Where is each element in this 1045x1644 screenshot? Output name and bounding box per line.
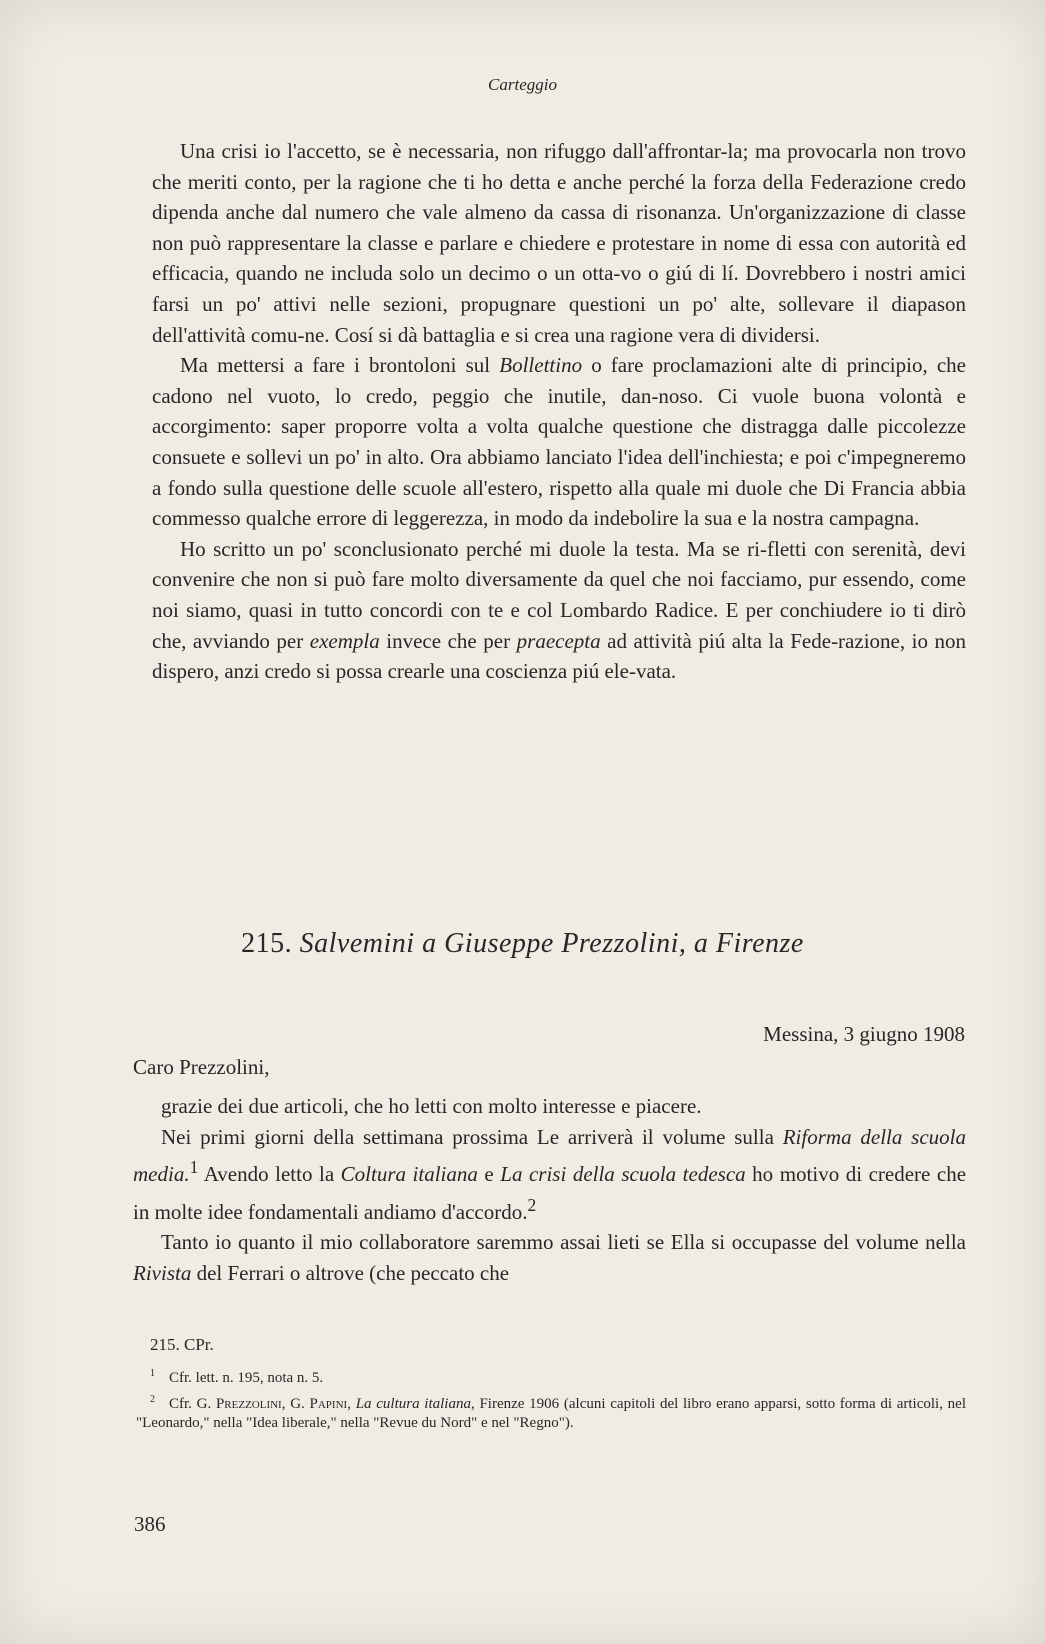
footnote-ref: 1	[189, 1157, 199, 1178]
paragraph: Ma mettersi a fare i brontoloni sul Bollettino o fare proclamazioni alte di principio, che cadono nel vuoto, lo credo, peggio che inutile, dan-noso. Ci vuole buona volontà e accorgimento: saper proporre volta a volta qualche questione che distragga dalle piccolezze consuete e sollevi un po' in alto. Ora abbiamo lanciato l'idea dell'inchiesta; e poi c'impegneremo a fondo sulla questione delle scuole all'estero, rispetto alla quale mi duole che Di Francia abbia commesso qualche errore di leggerezza, in modo da indebolire la sua e la nostra campagna.	[152, 353, 966, 531]
running-head: Carteggio	[488, 75, 557, 94]
italic-title: Coltura italiana	[340, 1162, 478, 1187]
paragraph: Una crisi io l'accetto, se è necessaria, non rifuggo dall'affrontar-la; ma provocarla non trovo che meriti conto, per la ragione che ti ho detta e anche perché la forza della Federazione credo dipenda anche dal numero che vale almeno da cassa di risonanza. Un'organizzazione di classe non può rappresentare la classe e parlare e chiedere e protestare in nome di essa con autorità ed efficacia, quando ne includa solo un decimo o un otta-vo o giú di lí. Dovrebbero i nostri amici farsi un po' attivi nelle sezioni, propugnare questioni un po' alte, sollevare il diapason dell'attività comu-ne. Cosí si dà battaglia e si crea una ragione vera di dividersi.	[152, 139, 966, 347]
footnotes	[136, 1335, 966, 1435]
page-number: 386	[134, 1512, 166, 1536]
italic-title: Rivista	[133, 1260, 192, 1285]
italic-title: La crisi della scuola tedesca	[500, 1162, 746, 1187]
paragraph: Ho scritto un po' sconclusionato perché mi duole la testa. Ma se ri-fletti con serenità, devi convenire che non si può fare molto diversamente da quel che noi facciamo, pur essendo, come noi siamo, quasi in tutto concordi con te e col Lombardo Radice. E per conchiudere io ti dirò che, avviando per exempla invece che per praecepta ad attività piú alta la Fede-razione, io non dispero, anzi credo si possa crearle una coscienza piú ele-vata.	[152, 536, 966, 684]
dateline: Messina, 3 giugno 1908	[763, 1022, 965, 1046]
paragraph: grazie dei due articoli, che ho letti con molto interesse e piacere.	[161, 1094, 702, 1118]
source-note: 215. CPr.	[150, 1335, 214, 1354]
italic-title: Bollettino	[499, 353, 583, 378]
paragraph: Tanto io quanto il mio collaboratore saremmo assai lieti se Ella si occupasse del volume nella Rivista del Ferrari o altrove (che peccato che	[133, 1230, 966, 1285]
letter-heading	[0, 928, 1045, 960]
letter-title: Salvemini a Giuseppe Prezzolini, a Firenze	[299, 928, 804, 959]
letter-number: 215.	[241, 928, 293, 959]
letter-continuation-text	[152, 136, 966, 687]
italic-title: Riforma della scuola media.	[133, 1124, 967, 1187]
paragraph: Nei primi giorni della settimana prossima Le arriverà il volume sulla Riforma della scuola media.$^1$ Avendo letto la Coltura italiana e La crisi della scuola tedesca ho motivo di credere che in molte idee fondamentali andiamo d'accordo.$^2$	[133, 1124, 967, 1224]
footnote-ref: 2	[527, 1194, 537, 1215]
footnote-1: $^1$ Cfr. lett. n. 195, nota n. 5.	[150, 1368, 324, 1386]
salutation: Caro Prezzolini,	[133, 1055, 270, 1079]
italic-term: praecepta	[516, 628, 601, 653]
italic-term: exempla	[309, 628, 380, 653]
letter-body-text	[133, 1091, 966, 1289]
footnote-2: $^2$ Cfr. G. Prezzolini, G. Papini, La cultura italiana, Firenze 1906 (alcuni capitoli del libro erano apparsi, sotto forma di articoli, nel "Leonardo," nella "Idea liberale," nella "Revue du Nord" e nel "Regno").	[136, 1394, 967, 1431]
